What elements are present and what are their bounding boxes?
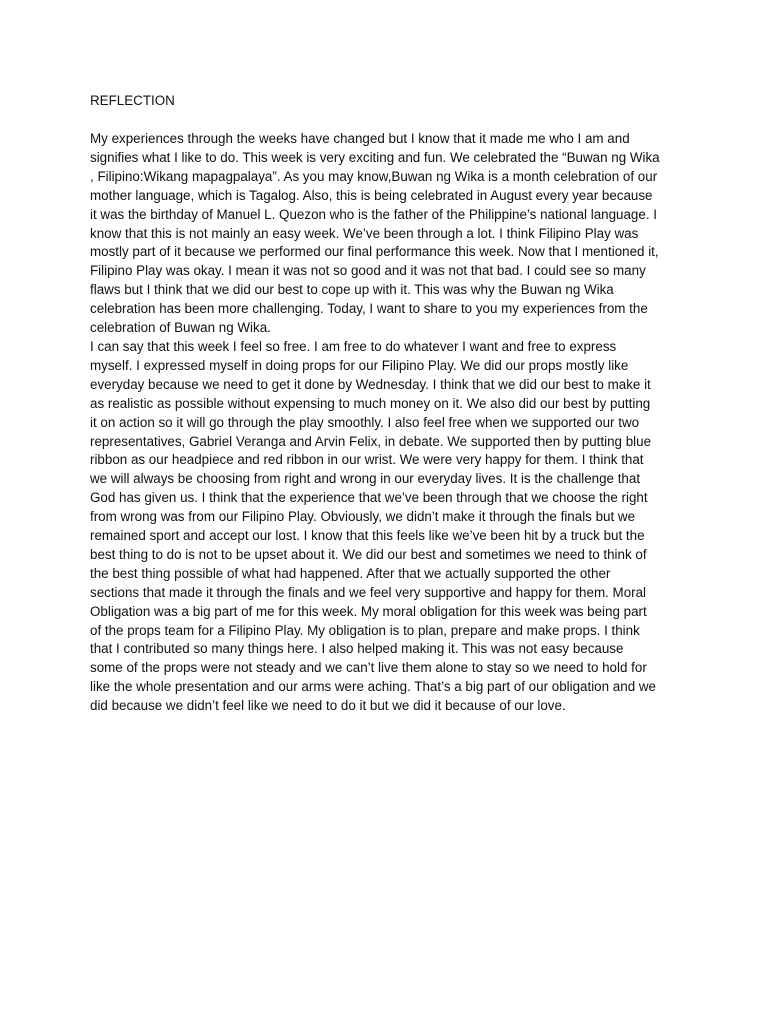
body-line: God has given us. I think that the experience that we’ve been through that we choose the right xyxy=(90,490,648,506)
body-line: did because we didn’t feel like we need to do it but we did it because of our love. xyxy=(90,698,566,714)
body-line: myself. I expressed myself in doing props for our Filipino Play. We did our props mostly like xyxy=(90,357,629,373)
body-line: know that this is not mainly an easy week. We’ve been through a lot. I think Filipino Play was xyxy=(90,225,639,241)
body-line: , Filipino:Wikang mapagpalaya”. As you may know,Buwan ng Wika is a month celebration of our xyxy=(90,168,658,184)
body-line: signifies what I like to do. This week is very exciting and fun. We celebrated the “Buwan ng Wika xyxy=(90,149,660,165)
body-line: the best thing possible of what had happened. After that we actually supported the other xyxy=(90,565,611,581)
body-line: that I contributed so many things here. I also helped making it. This was not easy because xyxy=(90,641,624,657)
body-line: ribbon as our headpiece and red ribbon in our wrist. We were very happy for them. I think that xyxy=(90,452,644,468)
body-line: best thing to do is not to be upset about it. We did our best and sometimes we need to think of xyxy=(90,546,647,562)
body-line: Filipino Play was okay. I mean it was not so good and it was not that bad. I could see so many xyxy=(90,263,646,279)
body-line: Obligation was a big part of me for this week. My moral obligation for this week was being part xyxy=(90,603,647,619)
body-line: some of the props were not steady and we can’t live them alone to stay so we need to hold for xyxy=(90,660,647,676)
body-line: mostly part of it because we performed our final performance this week. Now that I mentioned it, xyxy=(90,244,659,260)
body-line: I can say that this week I feel so free. I am free to do whatever I want and free to express xyxy=(90,338,617,354)
body-line: sections that made it through the finals and we feel very supportive and happy for them. Moral xyxy=(90,584,647,600)
body-line: representatives, Gabriel Veranga and Arvin Felix, in debate. We supported then by putting blue xyxy=(90,433,652,449)
body-line: everyday because we need to get it done by Wednesday. I think that we did our best to make it xyxy=(90,376,651,392)
body-line: it was the birthday of Manuel L. Quezon who is the father of the Philippine’s national language. I xyxy=(90,206,657,222)
body-line: from wrong was from our Filipino Play. Obviously, we didn’t make it through the finals but we xyxy=(90,509,636,525)
body-line: of the props team for a Filipino Play. My obligation is to plan, prepare and make props. I think xyxy=(90,622,640,638)
body-line: flaws but I think that we did our best to cope up with it. This was why the Buwan ng Wika xyxy=(90,282,614,298)
body-line: My experiences through the weeks have changed but I know that it made me who I am and xyxy=(90,131,630,146)
body-line: we will always be choosing from right and wrong in our everyday lives. It is the challenge that xyxy=(90,471,641,487)
body-line: mother language, which is Tagalog. Also, this is being celebrated in August every year because xyxy=(90,187,653,203)
document-body xyxy=(90,130,690,716)
body-line: as realistic as possible without expensing to much money on it. We also did our best by putting xyxy=(90,395,651,411)
body-line: celebration of Buwan ng Wika. xyxy=(90,320,271,336)
document-title: REFLECTION xyxy=(90,93,175,108)
body-line: like the whole presentation and our arms were aching. That’s a big part of our obligation and we xyxy=(90,679,656,695)
body-line: celebration has been more challenging. Today, I want to share to you my experiences from the xyxy=(90,301,648,317)
body-line: remained sport and accept our lost. I know that this feels like we’ve been hit by a truck but the xyxy=(90,528,645,544)
body-line: it on action so it will go through the play smoothly. I also feel free when we supported our two xyxy=(90,414,640,430)
